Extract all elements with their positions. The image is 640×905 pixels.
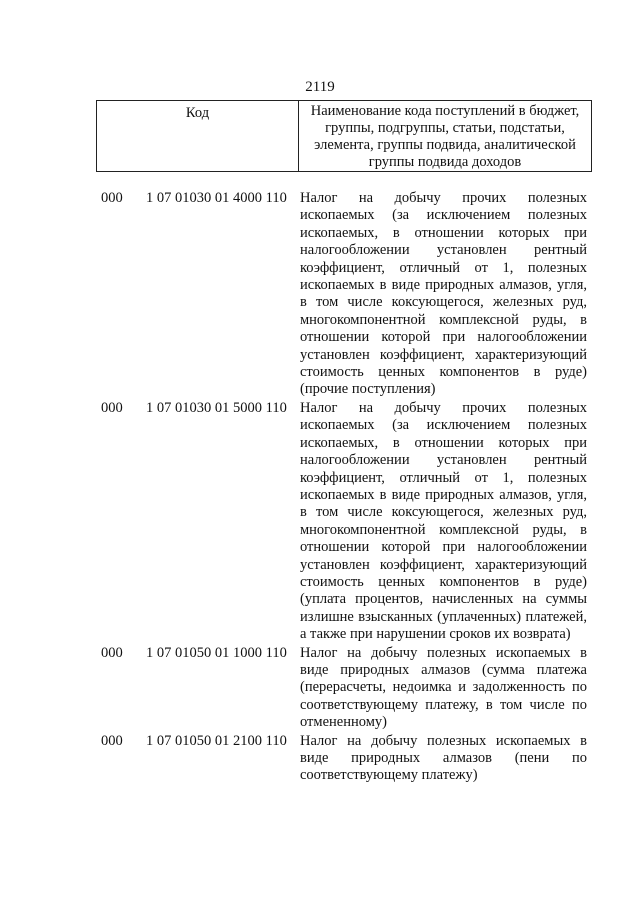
table-row bbox=[0, 645, 640, 732]
row-admin-code: 000 bbox=[101, 644, 123, 661]
row-description: Налог на добычу прочих полезных ископаемых (за исключением полезных ископаемых, в отношении которых при налогообложении установлен рентный коэффициент, отличный от 1, полезных ископаемых в виде природных алмазов, угля, в том числе коксующегося, железных руд, многокомпонентной комплексной руды, в отношении которой при налогообложении установлен коэффициент, характеризующий стоимость ценных компонентов в руде) (прочие поступления) bbox=[300, 190, 587, 398]
row-description: Налог на добычу прочих полезных ископаемых (за исключением полезных ископаемых, в отношении которых при налогообложении установлен рентный коэффициент, отличный от 1, полезных ископаемых в виде природных алмазов, угля, в том числе коксующегося, железных руд, многокомпонентной комплексной руды, в отношении которой при налогообложении установлен коэффициент, характеризующий стоимость ценных компонентов в руде) (уплата процентов, начисленных на суммы излишне взысканных (уплаченных) платежей, а также при нарушении сроков их возврата) bbox=[300, 399, 587, 643]
row-revenue-code: 1 07 01050 01 1000 110 bbox=[146, 644, 287, 661]
row-revenue-code: 1 07 01030 01 5000 110 bbox=[146, 399, 287, 416]
row-revenue-code: 1 07 01030 01 4000 110 bbox=[146, 190, 287, 206]
header-name-cell: Наименование кода поступлений в бюджет, группы, подгруппы, статьи, подстатьи, элемента, группы подвида, аналитической группы подвида доходов bbox=[310, 103, 580, 170]
row-admin-code: 000 bbox=[101, 190, 123, 206]
table-row bbox=[0, 400, 640, 644]
table-header bbox=[96, 100, 592, 172]
row-description: Налог на добычу полезных ископаемых в виде природных алмазов (сумма платежа (перерасчеты, недоимка и задолженность по соответствующему платежу, в том числе по отмененному) bbox=[300, 644, 587, 731]
row-admin-code: 000 bbox=[101, 399, 123, 416]
row-admin-code: 000 bbox=[101, 732, 123, 749]
table-row bbox=[0, 733, 640, 785]
row-description: Налог на добычу полезных ископаемых в виде природных алмазов (пени по соответствующему платежу) bbox=[300, 732, 587, 784]
table-body bbox=[0, 190, 640, 786]
header-code-cell: Код bbox=[97, 101, 299, 171]
table-row bbox=[0, 190, 640, 399]
row-revenue-code: 1 07 01050 01 2100 110 bbox=[146, 732, 287, 749]
page-number: 2119 bbox=[305, 79, 335, 95]
